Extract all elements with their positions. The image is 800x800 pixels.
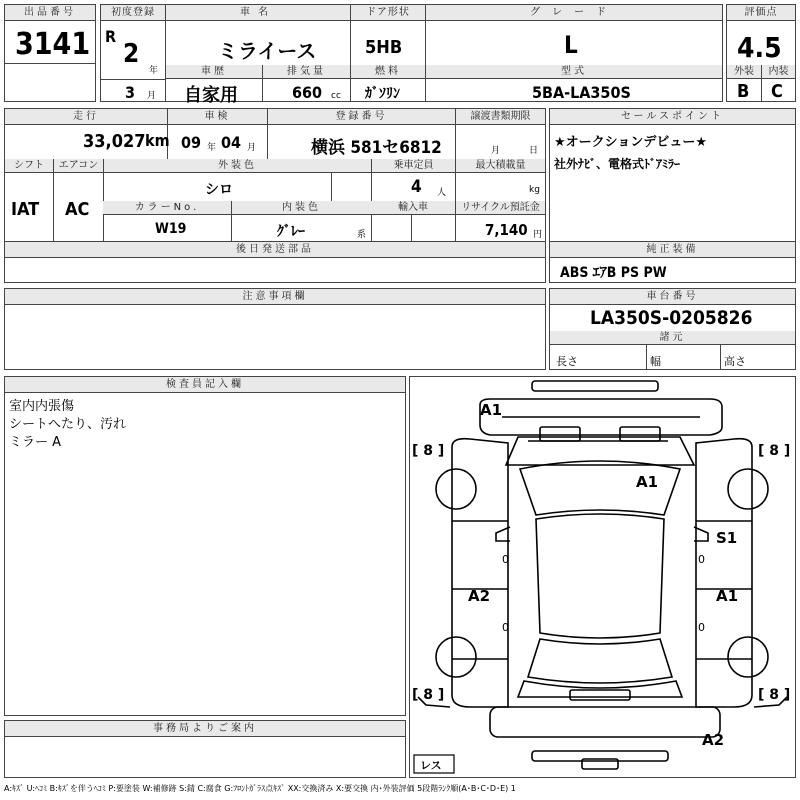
grade-label: グレード (426, 5, 722, 21)
mark-right-s1: S1 (716, 529, 738, 547)
roof (536, 514, 664, 638)
inspection-year-unit: 年 (207, 143, 217, 153)
zero-left-2: 0 (502, 621, 509, 634)
mark-right-a1: A1 (716, 587, 739, 605)
first-registration-era: R (105, 27, 117, 46)
lot-label: 出品番号 (5, 5, 95, 21)
equipment-box (549, 241, 796, 283)
displacement-unit: cc (331, 91, 341, 101)
inspection-month: 04 (221, 133, 242, 152)
details-box (4, 108, 546, 242)
car-name: ミライース (218, 39, 317, 63)
month-unit: 月 (147, 91, 157, 101)
wheel-rear-left (436, 637, 476, 677)
recycle-value: 7,140 (485, 221, 528, 239)
interior-color-value: ｸﾞﾚｰ (277, 224, 305, 240)
door-label: ドア形状 (351, 5, 425, 21)
history-value: 自家用 (184, 85, 238, 106)
sales-point-line1: ★オークションデビュー★ (554, 135, 708, 150)
exterior-color-value: シロ (205, 182, 233, 198)
first-registration-year: 2 (123, 39, 140, 69)
first-registration-box (100, 4, 166, 102)
fuel-label: 燃料 (351, 65, 425, 79)
tire-front-left: [ 8 ] (412, 443, 445, 459)
model-value: 5BA-LA350S (532, 83, 631, 102)
chassis-value: LA350S-0205826 (590, 307, 753, 329)
later-parts-box (4, 241, 546, 283)
door-box (350, 4, 426, 102)
zero-right-1: 0 (698, 553, 705, 566)
damage-diagram (409, 376, 796, 778)
model-label: 型式 (426, 65, 722, 79)
wheel-front-left (436, 469, 476, 509)
later-parts-label: 後日発送部品 (5, 242, 545, 258)
inspection-month-unit: 月 (247, 143, 257, 153)
score-box (726, 4, 796, 102)
rear-bumper (490, 707, 720, 737)
door-value: 5HB (365, 37, 403, 58)
sales-point-label: セールスポイント (550, 109, 795, 125)
color-no-label: カラーNo. (103, 201, 231, 215)
history-label: 車歴 (166, 65, 262, 79)
shift-label: シフト (5, 159, 53, 173)
score-label: 評価点 (727, 5, 795, 21)
displacement-label: 排気量 (262, 65, 350, 79)
score-value: 4.5 (737, 31, 782, 64)
capacity-value: 4 (411, 177, 422, 197)
inspector-box (4, 376, 406, 716)
inspector-line-3: ミラー A (9, 435, 62, 450)
exterior-score-label: 外装 (727, 65, 761, 79)
inspector-line-2: シートへたり、汚れ (9, 417, 127, 432)
capacity-label: 乗車定員 (371, 159, 455, 173)
capacity-unit: 人 (437, 188, 447, 198)
inspection-label: 車検 (167, 109, 267, 125)
grade-box (425, 4, 723, 102)
transfer-month-unit: 月 (491, 146, 501, 156)
chassis-box (549, 288, 796, 370)
mark-rear-a2: A2 (702, 731, 725, 749)
registration-label: 登録番号 (267, 109, 455, 125)
chassis-label: 車台番号 (550, 289, 795, 305)
mileage-label: 走行 (5, 109, 167, 125)
spec-length-label: 長さ (556, 355, 578, 368)
zero-left-1: 0 (502, 553, 509, 566)
max-load-label: 最大積載量 (455, 159, 545, 173)
first-registration-month: 3 (125, 83, 136, 102)
color-no-value: W19 (155, 221, 187, 237)
interior-score: C (771, 81, 783, 102)
inspector-line-1: 室内内張傷 (9, 399, 75, 414)
year-unit: 年 (149, 66, 159, 76)
car-name-label: 車名 (166, 5, 350, 21)
recycle-unit: 円 (533, 230, 543, 240)
aircon-value: AC (65, 199, 90, 220)
shift-value: IAT (11, 199, 40, 220)
first-registration-label: 初度登録 (101, 5, 165, 21)
transfer-label: 譲渡書類期限 (455, 109, 545, 125)
inspector-label: 検査員記入欄 (5, 377, 405, 393)
spec-width-label: 幅 (650, 355, 661, 368)
left-side (452, 439, 508, 707)
right-side (696, 439, 752, 707)
fuel-value: ｶﾞｿﾘﾝ (365, 86, 400, 102)
interior-color-label: 内装色 (231, 201, 371, 215)
lot-number: 3141 (15, 27, 91, 62)
interior-color-suffix: 系 (357, 230, 367, 240)
wheel-front-right (728, 469, 768, 509)
lot-box (4, 4, 96, 102)
recycle-label: リサイクル預託金 (455, 201, 545, 215)
notes-label: 注意事項欄 (5, 289, 545, 305)
mark-roof-a1: A1 (636, 473, 659, 491)
office-box (4, 720, 406, 778)
office-label: 事務局よりご案内 (5, 721, 405, 737)
exterior-color-label: 外装色 (103, 159, 371, 173)
tire-rear-left: [ 8 ] (412, 687, 445, 703)
wheel-rear-right (728, 637, 768, 677)
equipment-label: 純正装備 (550, 242, 795, 258)
notes-box (4, 288, 546, 370)
max-load-unit: kg (529, 185, 540, 195)
mileage-value: 33,027 (83, 131, 146, 152)
inspection-year: 09 (181, 133, 202, 152)
import-label: 輸入車 (371, 201, 455, 215)
mark-front-a1: A1 (480, 401, 503, 419)
equipment-value: ABS ｴｱB PS PW (560, 265, 667, 281)
interior-score-label: 内装 (761, 65, 795, 79)
grade-value: L (564, 31, 578, 59)
les-label: レス (420, 759, 442, 772)
car-name-box (165, 4, 351, 106)
registration-value: 横浜 581セ6812 (311, 138, 442, 158)
aircon-label: エアコン (53, 159, 103, 173)
sales-point-line2: 社外ﾅﾋﾞ、電格式ﾄﾞｱﾐﾗｰ (554, 157, 681, 171)
exterior-score: B (737, 81, 750, 102)
mark-left-a2: A2 (468, 587, 491, 605)
zero-right-2: 0 (698, 621, 705, 634)
spec-height-label: 高さ (724, 355, 746, 368)
specs-label: 諸元 (550, 331, 795, 345)
legend: A:ｷｽﾞ U:ﾍｺﾐ B:ｷｽﾞを伴うﾍｺﾐ P:要塗装 W:補修跡 S:錆 C:腐食 G:ﾌﾛﾝﾄｶﾞﾗｽ点ｷｽﾞ XX:交換済み X:要交換 内･外装評価 5段階ﾗﾝｸ順(A･B･C･D･E) 1 (4, 784, 516, 793)
front-bumper-top (532, 381, 658, 391)
displacement-value: 660 (292, 83, 323, 102)
tire-rear-right: [ 8 ] (758, 687, 791, 703)
transfer-day-unit: 日 (529, 146, 539, 156)
mileage-unit: km (145, 131, 170, 150)
sales-point-box (549, 108, 796, 242)
tire-front-right: [ 8 ] (758, 443, 791, 459)
rear-glass (528, 639, 672, 683)
